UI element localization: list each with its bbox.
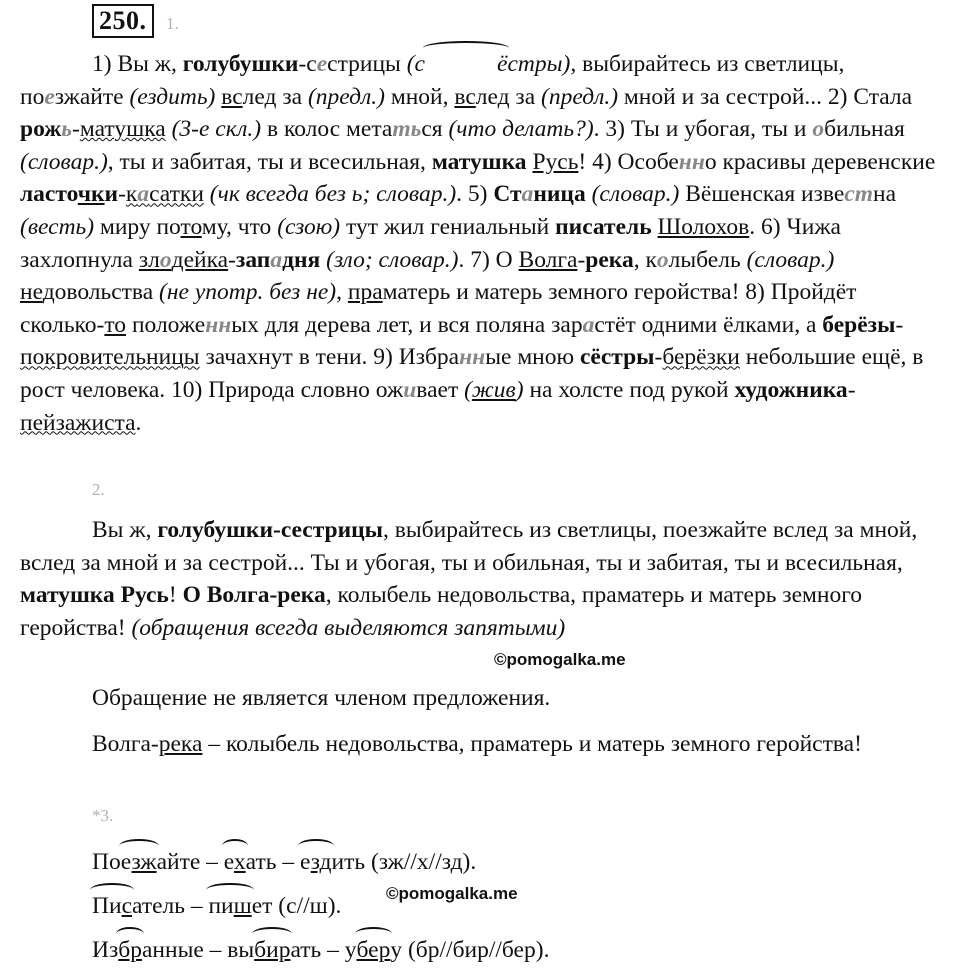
section-2-label: 2.	[92, 480, 105, 499]
section-3-label: *3.	[92, 806, 114, 825]
section-1-label: 1.	[166, 14, 179, 33]
part3-line-2: Писатель – пишет (с//ш).	[92, 890, 341, 922]
part1-paragraph: 1) Вы ж, голубушки-сестрицы (с ёстры), выбирайтесь из светлицы, поезжайте (ездить) вслед за (предл.) мной, вслед за (предл.) мной и за сестрой... 2) Стала рожь-матушка (3-е скл.) в колос метаться (что делать?). 3) Ты и убогая, ты и обильная (словар.), ты и забитая, ты и всесильная, матушка Русь! 4) Особенно красивы деревенские ласточки-касатки (чк всегда без ь; словар.). 5) Станица (словар.) Вёшенская известна (весть) миру потому, что (сзою) тут жил гениальный писатель Шолохов. 6) Чижа захлопнула злодейка-западня (зло; словар.). 7) О Волга-река, колыбель (словар.) недовольства (не употр. без не), праматерь и матерь земного геройства! 8) Пройдёт сколько-то положенных для дерева лет, и вся поляна зарастёт одними ёлками, а берёзы-покровительницы зачахнут в тени. 9) Избранные мною сёстры-берёзки небольшие ещё, в рост человека. 10) Природа словно оживает (жив) на холсте под рукой художника-пейзажиста.	[20, 48, 945, 439]
part2-paragraph-3: Волга-река – колыбель недовольства, праматерь и матерь земного геройства!	[92, 731, 862, 757]
part3-line-1: Поезжайте – ехать – ездить (зж//х//зд).	[92, 846, 476, 878]
part2-paragraph-1: Вы ж, голубушки-сестрицы, выбирайтесь из светлицы, поезжайте вслед за мной, вслед за мной и за сестрой... Ты и убогая, ты и обильная, ты и забитая, ты и всесильная, матушка Русь! О Волга-река, колыбель недовольства, праматерь и матерь земного геройства! (обращения всегда выделяются запятыми)	[20, 517, 918, 641]
watermark-2: ©pomogalka.me	[386, 884, 518, 903]
exercise-header	[92, 4, 154, 40]
part2-paragraph-2: Обращение не является членом предложения.	[92, 685, 551, 711]
exercise-number: 250.	[92, 4, 154, 38]
watermark: ©pomogalka.me	[494, 650, 626, 669]
part3-line-3: Избранные – выбирать – уберу (бр//бир//бер).	[92, 934, 549, 966]
